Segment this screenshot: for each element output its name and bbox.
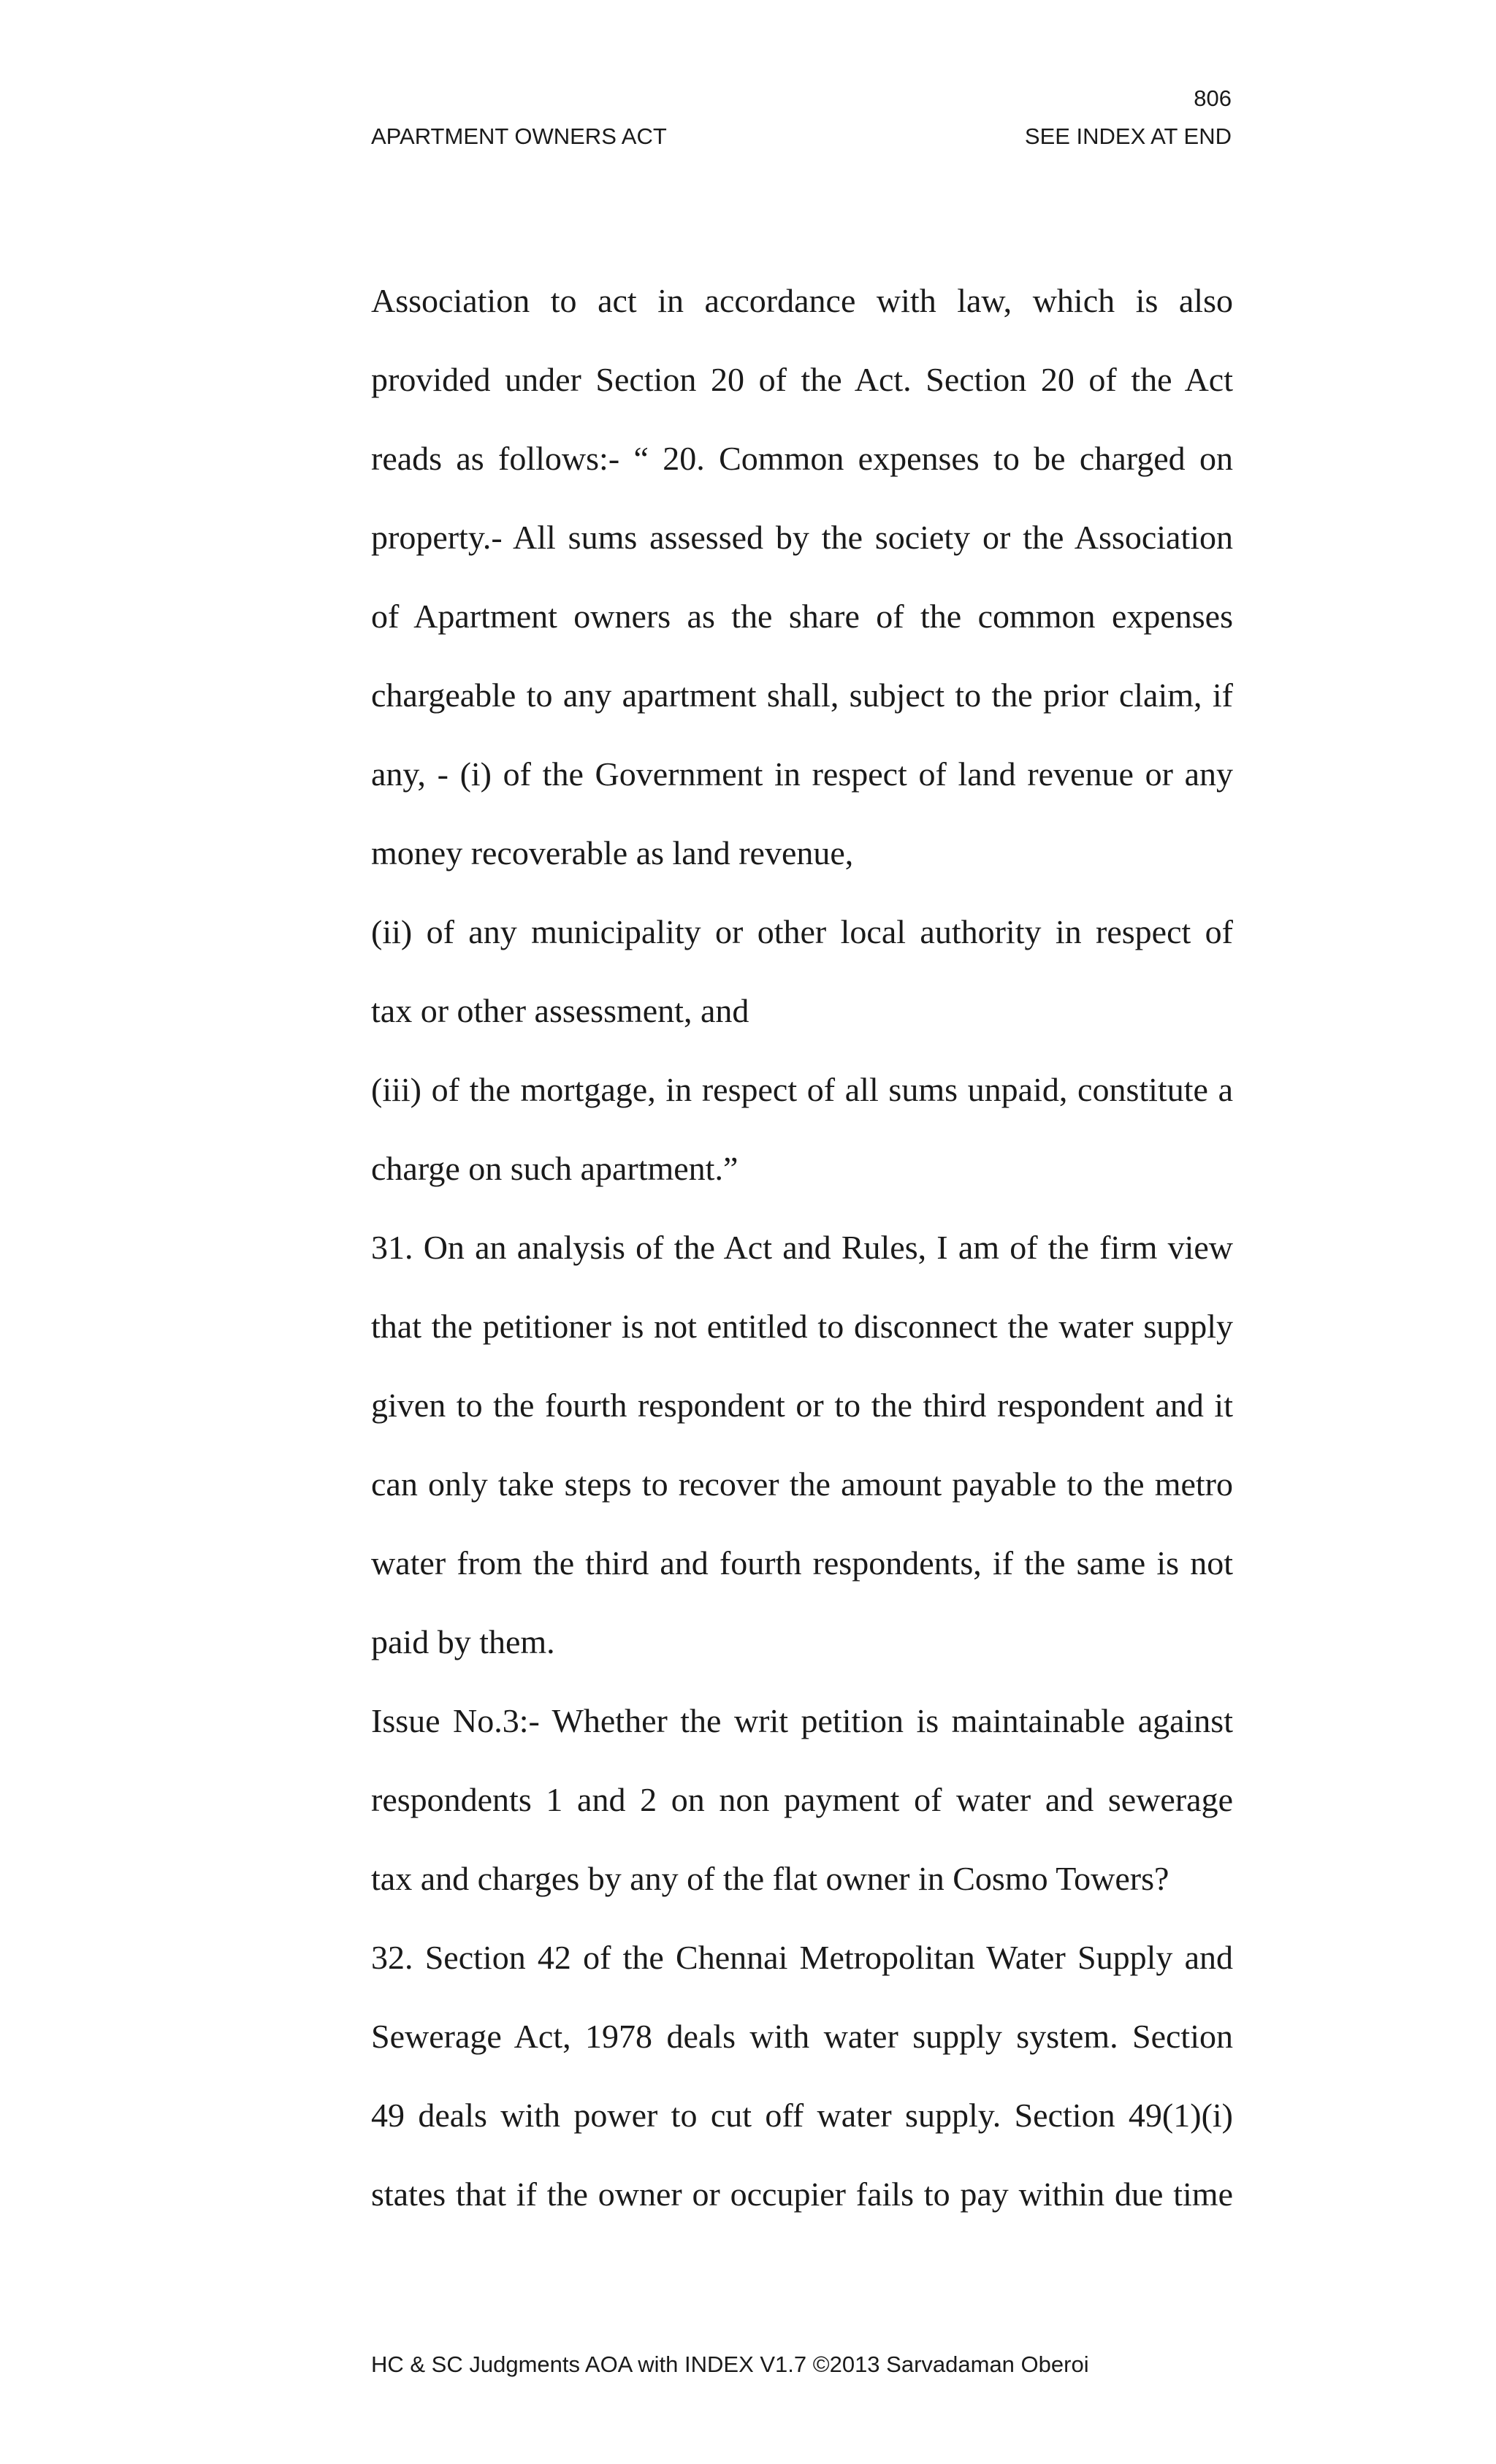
- body-line: (iii) of the mortgage, in respect of all sums unpaid, constitute a: [371, 1071, 1233, 1108]
- body-line: tax or other assessment, and: [371, 992, 749, 1029]
- body-line: provided under Section 20 of the Act. Section 20 of the Act: [371, 361, 1233, 398]
- body-line: Issue No.3:- Whether the writ petition is maintainable against: [371, 1702, 1233, 1739]
- body-line: given to the fourth respondent or to the third respondent and it: [371, 1387, 1233, 1424]
- body-line: property.- All sums assessed by the society or the Association: [371, 519, 1233, 556]
- document-body: [371, 262, 1233, 2234]
- body-line: reads as follows:- “ 20. Common expenses to be charged on: [371, 440, 1233, 477]
- body-line: states that if the owner or occupier fails to pay within due time: [371, 2175, 1233, 2213]
- body-line: chargeable to any apartment shall, subject to the prior claim, if: [371, 676, 1233, 714]
- body-line: any, - (i) of the Government in respect of land revenue or any: [371, 755, 1233, 793]
- body-line: Sewerage Act, 1978 deals with water supply system. Section: [371, 2018, 1233, 2055]
- running-header-index-note: SEE INDEX AT END: [1024, 123, 1232, 149]
- body-line: can only take steps to recover the amount payable to the metro: [371, 1465, 1233, 1503]
- body-line: 32. Section 42 of the Chennai Metropolitan Water Supply and: [371, 1939, 1233, 1976]
- body-line: that the petitioner is not entitled to disconnect the water supply: [371, 1308, 1233, 1345]
- body-line: water from the third and fourth respondents, if the same is not: [371, 1544, 1233, 1582]
- body-line: money recoverable as land revenue,: [371, 834, 854, 871]
- body-line: paid by them.: [371, 1623, 555, 1660]
- body-line: 31. On an analysis of the Act and Rules, I am of the firm view: [371, 1229, 1233, 1266]
- body-line: 49 deals with power to cut off water supply. Section 49(1)(i): [371, 2097, 1233, 2134]
- body-line: charge on such apartment.”: [371, 1150, 739, 1187]
- body-line: respondents 1 and 2 on non payment of water and sewerage: [371, 1781, 1233, 1818]
- body-line: of Apartment owners as the share of the common expenses: [371, 598, 1233, 635]
- page-footer: HC & SC Judgments AOA with INDEX V1.7 ©2013 Sarvadaman Oberoi: [371, 2352, 1089, 2377]
- running-header-title: APARTMENT OWNERS ACT: [371, 123, 667, 149]
- body-line: (ii) of any municipality or other local authority in respect of: [371, 913, 1233, 950]
- page-number: 806: [1194, 85, 1232, 111]
- body-line: Association to act in accordance with law, which is also: [371, 282, 1233, 319]
- body-line: tax and charges by any of the flat owner in Cosmo Towers?: [371, 1860, 1169, 1897]
